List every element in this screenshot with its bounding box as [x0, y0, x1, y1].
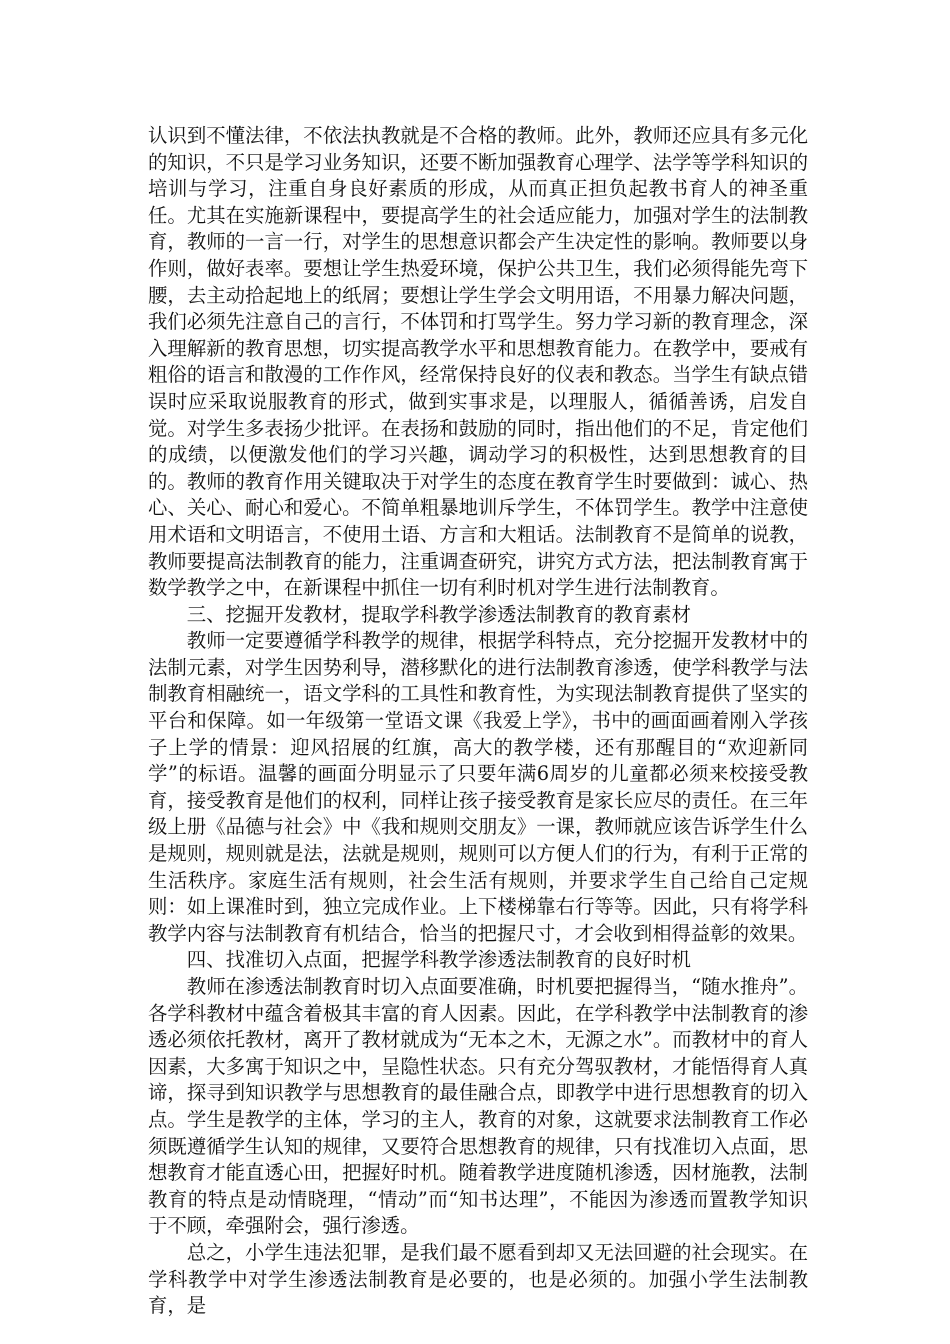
section-heading-three: 三、挖掘开发教材，提取学科教学渗透法制教育的教育素材 — [186, 602, 691, 626]
paragraph-continuation: 认识到不懂法律，不依法执教就是不合格的教师。此外，教师还应具有多元化的知识，不只是学习业务知识，还要不断加强教育心理学、法学等学科知识的培训与学习，注重自身良好素质的形成，从而真正担负起教书育人的神圣重任。尤其在实施新课程中，要提高学生的社会适应能力，加强对学生的法制教育，教师的一言一行，对学生的思想意识都会产生决定性的影响。教师要以身作则，做好表率。要想让学生热爱环境，保护公共卫生，我们必须得能先弯下腰，去主动拾起地上的纸屑；要想让学生学会文明用语，不用暴力解决问题，我们必须先注意自己的言行，不体罚和打骂学生。努力学习新的教育理念，深入理解新的教育思想，切实提高教学水平和思想教育能力。在教学中，要戒有粗俗的语言和散漫的工作作风，经常保持良好的仪表和教态。当学生有缺点错误时应采取说服教育的形式，做到实事求是，以理服人，循循善诱，启发自觉。对学生多表扬少批评。在表扬和鼓励的同时，指出他们的不足，肯定他们的成绩，以便激发他们的学习兴趣，调动学习的积极性，达到思想教育的目的。教师的教育作用关键取决于对学生的态度在教育学生时要做到：诚心、热心、关心、耐心和爱心。不简单粗暴地训斥学生，不体罚学生。教学中注意使用术语和文明语言，不使用土语、方言和大粗话。法制教育不是简单的说教，教师要提高法制教育的能力，注重调查研究，讲究方式方法，把法制教育寓于数学教学之中，在新课程中抓住一切有利时机对学生进行法制教育。 — [148, 124, 808, 600]
body-text — [148, 123, 808, 1320]
paragraph-timing: 教师在渗透法制教育时切入点面要准确，时机要把握得当，“随水推舟”。各学科教材中蕴含着极其丰富的育人因素。因此，在学科教学中法制教育的渗透必须依托教材，离开了教材就成为“无本之木，无源之水”。而教材中的育人因素，大多寓于知识之中，呈隐性状态。只有充分驾驭教材，才能悟得育人真谛，探寻到知识教学与思想教育的最佳融合点，即教学中进行思想教育的切入点。学生是教学的主体，学习的主人，教育的对象，这就要求法制教育工作必须既遵循学生认知的规律，又要符合思想教育的规律，只有找准切入点面，思想教育才能直透心田，把握好时机。随着教学进度随机渗透，因材施教，法制教育的特点是动情晓理，“情动”而“知书达理”，不能因为渗透而置教学知识于不顾，牵强附会，强行渗透。 — [148, 975, 808, 1238]
paragraph-conclusion: 总之，小学生违法犯罪，是我们最不愿看到却又无法回避的社会现实。在学科教学中对学生渗透法制教育是必要的，也是必须的。加强小学生法制教育，是 — [148, 1240, 808, 1318]
section-heading-four: 四、找准切入点面，把握学科教学渗透法制教育的良好时机 — [186, 948, 691, 972]
paragraph-teaching-materials: 教师一定要遵循学科教学的规律，根据学科特点，充分挖掘开发教材中的法制元素，对学生因势利导，潜移默化的进行法制教育渗透，使学科教学与法制教育相融统一，语文学科的工具性和教育性，为实现法制教育提供了坚实的平台和保障。如一年级第一堂语文课《我爱上学》，书中的画面画着刚入学孩子上学的情景：迎风招展的红旗，高大的教学楼，还有那醒目的“欢迎新同学”的标语。温馨的画面分明显示了只要年满6周岁的儿童都必须来校接受教育，接受教育是他们的权利，同样让孩子接受教育是家长应尽的责任。在三年级上册《品德与社会》中《我和规则交朋友》一课，教师就应该告诉学生什么是规则，规则就是法，法就是规则，规则可以方便人们的行为，有利于正常的生活秩序。家庭生活有规则，社会生活有规则，并要求学生自己给自己定规则：如上课准时到，独立完成作业。上下楼梯靠右行等等。因此，只有将学科教学内容与法制教育有机结合，恰当的把握尺寸，才会收到相得益彰的效果。 — [148, 629, 808, 945]
